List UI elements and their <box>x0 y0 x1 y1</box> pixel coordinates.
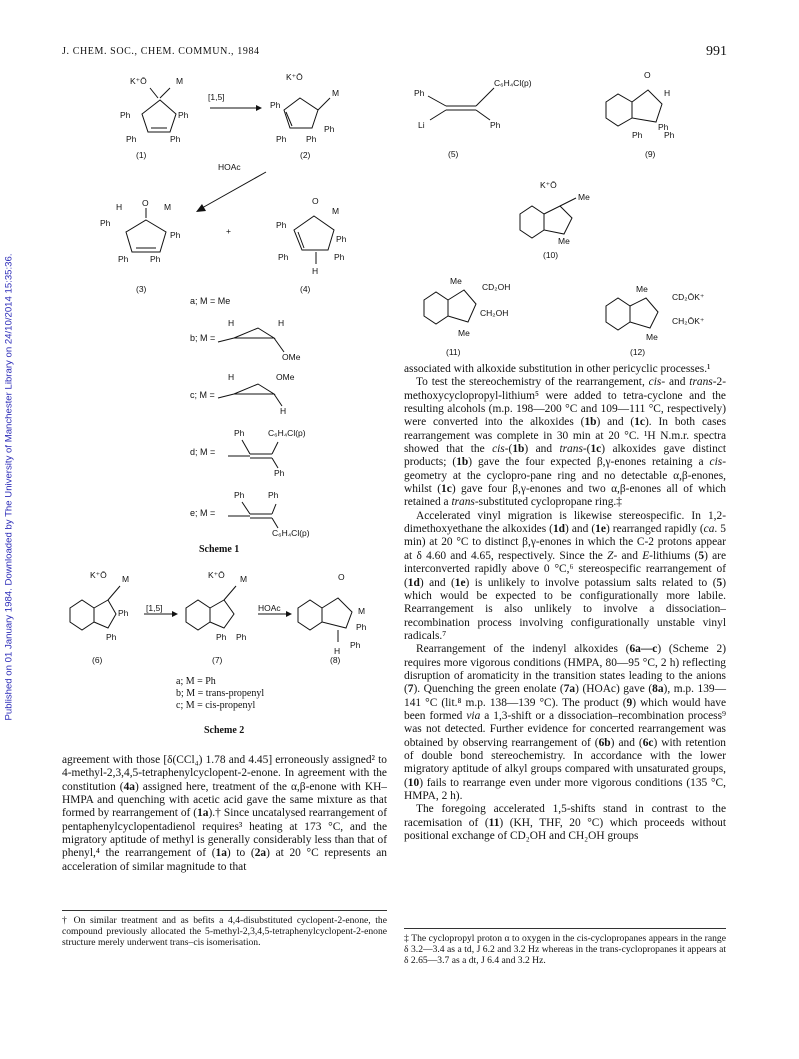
variant-d: d; M = <box>190 447 216 457</box>
compound-11-label: (11) <box>446 347 461 357</box>
svg-text:K⁺Ō: K⁺Ō <box>90 570 107 580</box>
svg-text:O: O <box>644 70 651 80</box>
svg-text:Ph: Ph <box>276 134 287 144</box>
left-footnote-rule <box>62 910 387 911</box>
svg-text:Ph: Ph <box>276 220 287 230</box>
svg-text:Ph: Ph <box>268 490 279 500</box>
scheme-1-caption: Scheme 1 <box>199 544 240 555</box>
right-column-body: associated with alkoxide substitution in other pericyclic processes.¹ To test the stereochemistry of the rearrangement, cis- and trans-2-methoxycyclopropyl-lithium⁵ were added to tetra-cyclone and the resulting alcohols (m.p. 198—200 °C and 109—111 °C, respectively) were converted into the alkoxides (1b) and (1c). In both cases rearrangement was complete in 30 min at 20 °C. ¹H N.m.r. spectra showed that the cis-(1b) and trans-(1c) alkoxides gave distinct products; (1b) gave the four expected β,γ-enones retaining a cis-geometry at the cyclopro-pane ring and no detectable α,β-enones, whilst (1c) gave four β,γ-enones and two α,β-enones all of which retained a trans-substituted cyclopropane ring.‡ Accelerated vinyl migration is likewise stereospecific. In 1,2-dimethoxyethane the alkoxides (1d) and (1e) rearranged rapidly (ca. 5 min) at 20 °C to distinct β,γ-enones in which the C-2 protons appear at δ 4.60 and 4.65, respectively. Since the Z- and E-lithiums (5) are interconverted rapidly above 0 °C,⁶ stereospecific rearrangement of (1d) and (1e) is unlikely to involve potassium salts related to (5) which would be expected to be configurationally more labile. Rearrangement is also unlikely to involve a dissociation–recombination process involving configurationally unstable vinyl radicals.⁷ Rearrangement of the indenyl alkoxides (6a—c) (Scheme 2) requires more vigorous conditions (HMPA, 80—95 °C, 2 h) reflecting disruption of aromaticity in the transition states leading to the anions (7). Quenching the green enolate (7a) (HOAc) gave (8a), m.p. 139—141 °C (lit.⁸ m.p. 138—139 °C). The product (9) which would have been formed via a 1,3-shift or a dissociation–recombination process⁹ was not detected. Further evidence for concerted rearrangement was obtained by observing rearrangement of (6b) and (6c) with retention of double bond stereochemistry. In accordance with the lower migratory aptitude of alkyl groups compared with unsaturated groups, (10) fails to rearrange even under more vigorous conditions (135 °C, HMPA, 2 h). The foregoing accelerated 1,5-shifts stand in contrast to the racemisation of (11) (KH, THF, 20 °C) which proceeds without positional exchange of CD₂OH and CH₂OH groups <box>404 363 727 843</box>
svg-text:Ph: Ph <box>356 622 367 632</box>
svg-text:H: H <box>228 318 235 328</box>
compound-8-structure <box>298 572 367 656</box>
scheme1-hoac-label: HOAc <box>218 162 241 172</box>
svg-text:Ph: Ph <box>336 234 347 244</box>
scheme2-legend-a: a; M = Ph <box>176 676 216 687</box>
compound-8-label: (8) <box>330 655 341 665</box>
svg-text:M: M <box>332 88 340 98</box>
svg-text:M: M <box>332 206 340 216</box>
svg-text:Ph: Ph <box>324 124 335 134</box>
compound-7-structure <box>186 570 247 642</box>
page-number: 991 <box>706 44 727 59</box>
variant-e: e; M = <box>190 508 216 518</box>
svg-text:Me: Me <box>458 328 470 338</box>
svg-text:K⁺Ō: K⁺Ō <box>130 76 147 86</box>
footnote-dagger: † On similar treatment and as befits a 4,4-disubstituted cyclopent-2-enone, the compound previously allocated the 5-methyl-2,3,4,5-tetraphenylcyclopent-2-enone structure merely underwent trans–cis isomerisation. <box>62 915 387 949</box>
compound-5-structure <box>414 78 532 130</box>
svg-text:Ph: Ph <box>270 100 281 110</box>
svg-text:Ph: Ph <box>170 134 181 144</box>
compound-12-structure <box>606 284 705 342</box>
compound-4-label: (4) <box>300 284 311 294</box>
svg-text:Ph: Ph <box>274 468 285 478</box>
svg-text:CD₂OH: CD₂OH <box>482 282 511 292</box>
svg-text:M: M <box>358 606 366 616</box>
scheme-2-caption: Scheme 2 <box>204 725 245 736</box>
scheme-2-structures <box>60 568 390 664</box>
svg-text:K⁺Ō: K⁺Ō <box>208 570 225 580</box>
compound-6-structure <box>70 570 129 642</box>
scheme2-hoac-label: HOAc <box>258 603 281 613</box>
svg-text:H: H <box>280 406 287 416</box>
svg-text:O: O <box>312 196 319 206</box>
right-structures <box>410 66 730 366</box>
variant-c-cyclopropane <box>218 372 295 416</box>
compound-3-structure <box>100 198 181 264</box>
svg-text:M: M <box>164 202 172 212</box>
svg-text:H: H <box>116 202 123 212</box>
svg-text:Me: Me <box>558 236 570 246</box>
svg-text:CD₂ŌK⁺: CD₂ŌK⁺ <box>672 292 705 302</box>
svg-text:O: O <box>338 572 345 582</box>
svg-text:Ph: Ph <box>658 122 669 132</box>
svg-text:Ph: Ph <box>170 230 181 240</box>
svg-text:K⁺Ō: K⁺Ō <box>540 180 557 190</box>
svg-text:Ph: Ph <box>632 130 643 140</box>
compound-10-structure <box>520 180 590 246</box>
publication-side-note[interactable]: Published on 01 January 1984. Downloaded by The University of Manchester Library on 24/10/2014 15:35:36. <box>3 253 15 721</box>
svg-text:H: H <box>278 318 285 328</box>
compound-2-structure <box>270 72 339 144</box>
variant-b: b; M = <box>190 333 216 343</box>
svg-text:C₆H₄Cl(p): C₆H₄Cl(p) <box>268 428 306 438</box>
svg-text:K⁺Ō: K⁺Ō <box>286 72 303 82</box>
compound-10-label: (10) <box>543 250 559 260</box>
svg-text:Ph: Ph <box>118 608 129 618</box>
variant-b-cyclopropane <box>218 318 301 362</box>
svg-text:M: M <box>176 76 184 86</box>
svg-text:H: H <box>334 646 341 656</box>
svg-text:Ph: Ph <box>178 110 189 120</box>
scheme2-legend-c: c; M = cis-propenyl <box>176 700 256 711</box>
svg-text:Me: Me <box>646 332 658 342</box>
compound-9-label: (9) <box>645 149 656 159</box>
journal-header: J. CHEM. SOC., CHEM. COMMUN., 1984 <box>62 46 260 57</box>
svg-text:Ph: Ph <box>126 134 137 144</box>
svg-text:Ph: Ph <box>334 252 345 262</box>
svg-text:CH₂OH: CH₂OH <box>480 308 509 318</box>
svg-text:Ph: Ph <box>234 490 245 500</box>
variant-d-alkene <box>228 428 306 478</box>
compound-1-structure <box>120 76 189 144</box>
svg-text:O: O <box>142 198 149 208</box>
svg-text:Ph: Ph <box>118 254 129 264</box>
svg-text:Ph: Ph <box>664 130 675 140</box>
svg-text:Ph: Ph <box>150 254 161 264</box>
svg-text:M: M <box>240 574 248 584</box>
compound-2-label: (2) <box>300 150 311 160</box>
svg-text:M: M <box>122 574 130 584</box>
left-column-body: agreement with those [δ(CCl₄) 1.78 and 4.45] erroneously assigned² to 4-methyl-2,3,4,5-tetraphenylcyclopent-2-enone. In agreement with the constitution (4a) assigned here, treatment of the α,β-enone with KH–HMPA and quenching with acetic acid gave the same mixture as that formed by rearrangement of (1a).† Since uncatalysed rearrangement of pentaphenylcyclopentadienol requires³ heating at 173 °C, and the migratory aptitude of methyl is generally considerably less than that of phenyl,⁴ the rearrangement of (1a) to (2a) at 20 °C represents an acceleration of similar magnitude to that <box>62 754 387 873</box>
svg-text:Ph: Ph <box>490 120 501 130</box>
scheme-1-structures <box>78 62 398 542</box>
svg-text:C₆H₄Cl(p): C₆H₄Cl(p) <box>272 528 310 538</box>
compound-9-structure <box>606 70 675 140</box>
svg-text:Ph: Ph <box>120 110 131 120</box>
svg-text:Ph: Ph <box>106 632 117 642</box>
svg-text:Me: Me <box>578 192 590 202</box>
compound-4-structure <box>276 196 347 276</box>
svg-text:Ph: Ph <box>350 640 361 650</box>
svg-text:OMe: OMe <box>282 352 301 362</box>
footnote-ddagger: ‡ The cyclopropyl proton α to oxygen in the cis-cyclopropanes appears in the range δ 3.2—3.4 as a td, J 6.2 and 3.2 Hz whereas in the trans-cyclopropanes it appears at δ 2.65—3.7 as a dt, J 6.4 and 3.2 Hz. <box>404 933 726 967</box>
svg-text:H: H <box>664 88 671 98</box>
svg-text:Me: Me <box>636 284 648 294</box>
svg-text:Li: Li <box>418 120 425 130</box>
compound-7-label: (7) <box>212 655 223 665</box>
right-footnote-rule <box>404 928 726 929</box>
svg-text:Ph: Ph <box>234 428 245 438</box>
svg-text:Ph: Ph <box>236 632 247 642</box>
compound-6-label: (6) <box>92 655 103 665</box>
svg-text:Ph: Ph <box>278 252 289 262</box>
svg-text:CH₂ŌK⁺: CH₂ŌK⁺ <box>672 316 705 326</box>
compound-3-label: (3) <box>136 284 147 294</box>
variant-e-alkene <box>228 490 310 538</box>
svg-text:C₆H₄Cl(p): C₆H₄Cl(p) <box>494 78 532 88</box>
svg-text:Ph: Ph <box>100 218 111 228</box>
scheme2-legend-b: b; M = trans-propenyl <box>176 688 265 699</box>
compound-12-label: (12) <box>630 347 646 357</box>
variant-a: a; M = Me <box>190 296 231 306</box>
compound-5-label: (5) <box>448 149 459 159</box>
svg-text:H: H <box>228 372 235 382</box>
svg-text:Ph: Ph <box>216 632 227 642</box>
variant-c: c; M = <box>190 390 215 400</box>
svg-text:Ph: Ph <box>306 134 317 144</box>
scheme1-arrow-label: [1,5] <box>208 92 225 102</box>
svg-text:Me: Me <box>450 276 462 286</box>
svg-text:Ph: Ph <box>414 88 425 98</box>
svg-text:+: + <box>226 226 231 236</box>
svg-text:OMe: OMe <box>276 372 295 382</box>
compound-1-label: (1) <box>136 150 147 160</box>
scheme2-arrow-label: [1,5] <box>146 603 163 613</box>
svg-text:H: H <box>312 266 319 276</box>
compound-11-structure <box>424 276 510 338</box>
